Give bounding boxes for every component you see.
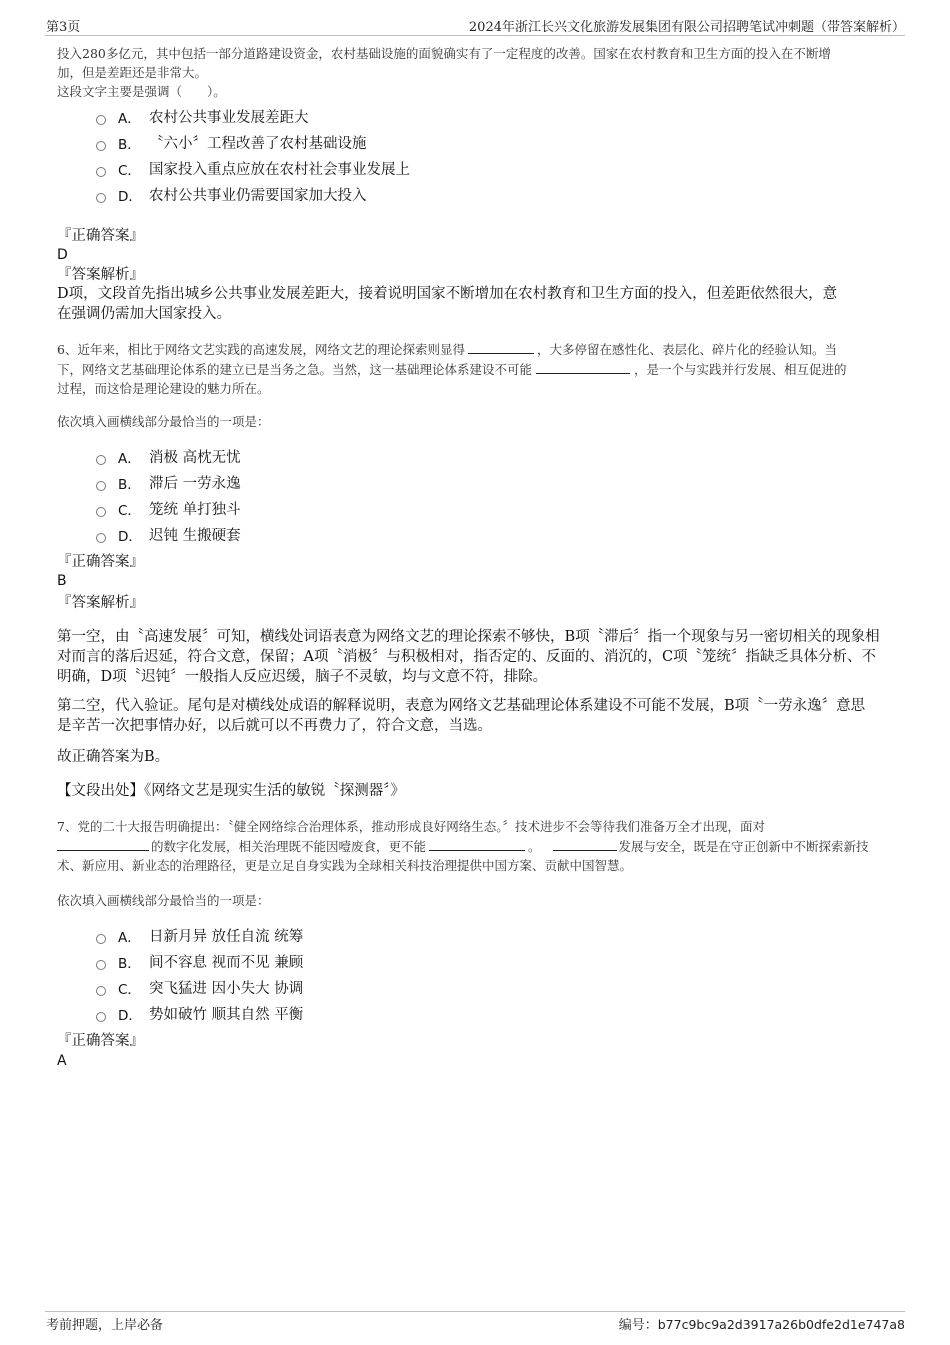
q6-prompt: 依次填入画横线部分最恰当的一项是： (57, 414, 270, 429)
analysis-line: 明确，D项〝迟钝〞一般指人反应迟缓，脑子不灵敏，均与文意不符，排除。 (57, 669, 548, 685)
radio-button-icon[interactable] (96, 507, 106, 517)
q6-option-d[interactable] (96, 524, 241, 545)
radio-button-icon[interactable] (96, 193, 106, 203)
q5-answer-label: 『正确答案』 (57, 228, 144, 244)
option-text: 日新月异 放任自流 统筹 (149, 929, 304, 945)
q7-option-a[interactable] (96, 925, 303, 946)
option-text: 滞后 一劳永逸 (149, 476, 241, 492)
fill-blank (429, 836, 525, 851)
option-letter: D． (118, 188, 142, 205)
option-letter: C． (118, 162, 141, 179)
q6-option-a[interactable] (96, 446, 241, 467)
header-rule (45, 35, 905, 36)
option-text: 农村公共事业发展差距大 (149, 110, 309, 126)
q5-option-b[interactable] (96, 132, 367, 153)
analysis-line: 在强调仍需加大国家投入。 (57, 306, 231, 322)
q7-answer-label: 『正确答案』 (57, 1033, 144, 1049)
q6-answer-label: 『正确答案』 (57, 554, 144, 570)
option-letter: D． (118, 1007, 142, 1024)
analysis-line: 第一空，由〝高速发展〞可知，横线处词语表意为网络文艺的理论探索不够快，B项〝滞后〞指一个现象与另一密切相关的现象相 (57, 629, 880, 645)
option-text: 势如破竹 顺其自然 平衡 (149, 1007, 304, 1023)
footer-code (619, 1314, 905, 1333)
code-label: 编号： (618, 1318, 658, 1333)
analysis-line: D项，文段首先指出城乡公共事业发展差距大，接着说明国家不断增加在农村教育和卫生方面的投入，但差距依然很大，意 (57, 286, 838, 302)
option-text: 突飞猛进 因小失大 协调 (149, 981, 304, 997)
radio-button-icon[interactable] (96, 455, 106, 465)
q7-line: 术、新应用、新业态的治理路径，更是立足自身实践为全球相关科技治理提供中国方案、贡献中国智慧。 (57, 858, 633, 873)
q5-option-c[interactable] (96, 158, 410, 179)
q7-stem (57, 817, 882, 875)
q7-option-d[interactable] (96, 1003, 303, 1024)
radio-button-icon[interactable] (96, 167, 106, 177)
q6-stem (57, 339, 882, 398)
q6-analysis-para-1 (57, 627, 882, 687)
q5-question: 这段文字主要是强调（ ）。 (57, 84, 226, 99)
option-letter: A． (118, 929, 141, 946)
option-letter: A． (118, 450, 141, 467)
q6-line: 下，网络文艺基础理论体系的建立已是当务之急。当然，这一基础理论体系建设不可能 ，是一个与实践并行发展、相互促进的 (57, 359, 882, 379)
q6-option-c[interactable] (96, 498, 241, 519)
option-letter: B． (118, 136, 141, 153)
footer-rule (45, 1311, 905, 1312)
fill-blank (468, 339, 534, 354)
option-letter: B． (118, 476, 141, 493)
q6-analysis-para-2 (57, 696, 882, 736)
q5-text (57, 44, 882, 101)
radio-button-icon[interactable] (96, 533, 106, 543)
radio-button-icon[interactable] (96, 1012, 106, 1022)
radio-button-icon[interactable] (96, 481, 106, 491)
q7-answer: A (57, 1053, 67, 1069)
analysis-line: 第二空，代入验证。尾句是对横线处成语的解释说明，表意为网络文艺基础理论体系建设不可能不发展，B项〝一劳永逸〞意思 (57, 698, 866, 714)
q5-option-d[interactable] (96, 184, 367, 205)
q7-option-b[interactable] (96, 951, 303, 972)
footer-slogan: 考前押题，上岸必备 (46, 1318, 164, 1333)
option-text: 〝六小〞工程改善了农村基础设施 (149, 136, 367, 152)
option-letter: D． (118, 528, 142, 545)
option-text: 消极 高枕无忧 (149, 450, 241, 466)
option-text: 国家投入重点应放在农村社会事业发展上 (149, 162, 410, 178)
option-letter: A． (118, 110, 141, 127)
option-letter: C． (118, 981, 141, 998)
option-letter: C． (118, 502, 141, 519)
fill-blank (553, 836, 617, 851)
option-text: 间不容息 视而不见 兼顾 (149, 955, 304, 971)
q6-analysis-label: 『答案解析』 (57, 595, 144, 611)
q7-line: 的数字化发展，相关治理既不能因噎废食，更不能 。 发展与安全，既是在守正创新中不断探索新技 (57, 836, 882, 856)
q6-source: 【文段出处】《网络文艺是现实生活的敏锐〝探测器〞》 (57, 783, 405, 799)
option-text: 农村公共事业仍需要国家加大投入 (149, 188, 367, 204)
code-value: b77c9bc9a2d3917a26b0dfe2d1e747a8 (657, 1317, 905, 1332)
option-letter: B． (118, 955, 141, 972)
fill-blank (57, 836, 149, 851)
q7-prompt: 依次填入画横线部分最恰当的一项是： (57, 893, 270, 908)
radio-button-icon[interactable] (96, 960, 106, 970)
q5-line: 加，但是差距还是非常大。 (57, 65, 208, 80)
radio-button-icon[interactable] (96, 986, 106, 996)
document-title: 2024年浙江长兴文化旅游发展集团有限公司招聘笔试冲刺题（带答案解析） (468, 20, 905, 35)
q6-option-b[interactable] (96, 472, 241, 493)
option-text: 迟钝 生搬硬套 (149, 528, 241, 544)
option-text: 笼统 单打独斗 (149, 502, 241, 518)
q5-analysis-label: 『答案解析』 (57, 267, 144, 283)
q6-line: 过程，而这恰是理论建设的魅力所在。 (57, 381, 270, 396)
q5-line: 投入280多亿元，其中包括一部分道路建设资金，农村基础设施的面貌确实有了一定程度的改善。国家在农村教育和卫生方面的投入在不断增 (57, 46, 831, 61)
radio-button-icon[interactable] (96, 115, 106, 125)
analysis-line: 是辛苦一次把事情办好，以后就可以不再费力了，符合文意，当选。 (57, 718, 492, 734)
q5-option-a[interactable] (96, 106, 309, 127)
q5-analysis (57, 284, 882, 324)
q7-line: 7、党的二十大报告明确提出：〝健全网络综合治理体系，推动形成良好网络生态。〞技术进步不会等待我们准备万全才出现，面对 (57, 819, 765, 834)
radio-button-icon[interactable] (96, 934, 106, 944)
q7-option-c[interactable] (96, 977, 303, 998)
q5-answer: D (57, 247, 68, 263)
analysis-line: 对而言的落后迟延，符合文意，保留；A项〝消极〞与积极相对，指否定的、反面的、消沉的，C项〝笼统〞指缺乏具体分析、不 (57, 649, 877, 665)
q6-answer: B (57, 573, 67, 589)
fill-blank (536, 359, 630, 374)
q6-line: 6、近年来，相比于网络文艺实践的高速发展，网络文艺的理论探索则显得 ，大多停留在感性化、表层化、碎片化的经验认知。当 (57, 339, 882, 359)
q6-conclusion: 故正确答案为B。 (57, 749, 170, 765)
radio-button-icon[interactable] (96, 141, 106, 151)
page-number: 第3页 (46, 20, 81, 35)
